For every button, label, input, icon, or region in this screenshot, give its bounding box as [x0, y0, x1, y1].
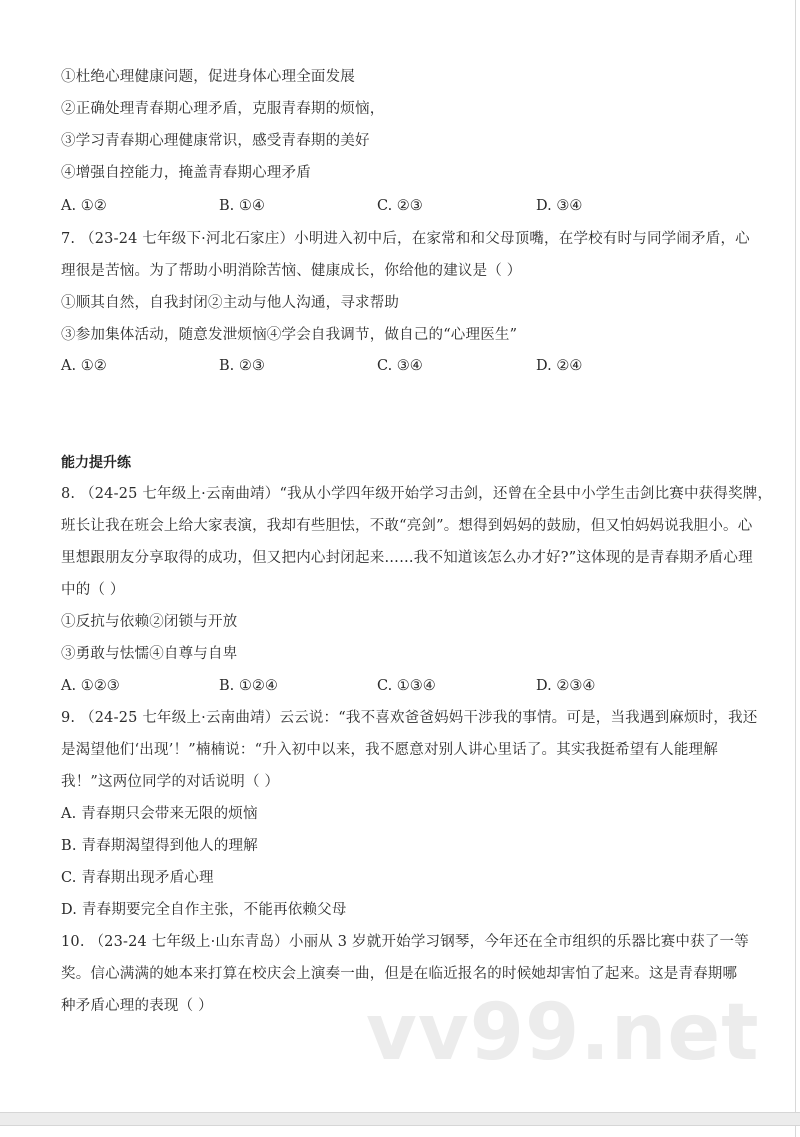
q9-option-a: A. 青春期只会带来无限的烦恼 — [61, 806, 258, 822]
next-page-top — [0, 1126, 796, 1137]
q8-stem-line-1: 8. （24-25 七年级上·云南曲靖）“我从小学四年级开始学习击剑，还曾在全县中小学生击剑比赛中获得奖牌， — [61, 486, 773, 502]
q6-statement-4: ④增强自控能力，掩盖青春期心理矛盾 — [61, 165, 311, 181]
q8-statement-line-2: ③勇敢与怯懦④自尊与自卑 — [61, 646, 238, 662]
q7-option-c: C. ③④ — [377, 358, 423, 374]
q6-option-a: A. ①② — [61, 198, 107, 214]
q9-stem-line-2: 是渴望他们‘出现’！”楠楠说：“升入初中以来，我不愿意对别人讲心里话了。其实我挺希望有人能理解 — [61, 742, 718, 758]
q10-stem-line-3: 种矛盾心理的表现（ ） — [61, 998, 213, 1014]
page-separator — [0, 1112, 800, 1126]
q8-stem-line-4: 中的（ ） — [61, 582, 125, 598]
q7-statement-line-2: ③参加集体活动，随意发泄烦恼④学会自我调节，做自己的“心理医生” — [61, 327, 518, 343]
q6-option-d: D. ③④ — [536, 198, 583, 214]
q6-option-c: C. ②③ — [377, 198, 423, 214]
q9-stem-line-3: 我！”这两位同学的对话说明（ ） — [61, 774, 280, 790]
q8-option-d: D. ②③④ — [536, 678, 596, 694]
q6-statement-1: ①杜绝心理健康问题，促进身体心理全面发展 — [61, 69, 355, 85]
q7-option-a: A. ①② — [61, 358, 107, 374]
section-title: 能力提升练 — [61, 455, 131, 471]
q7-option-b: B. ②③ — [219, 358, 265, 374]
q6-option-b: B. ①④ — [219, 198, 265, 214]
q6-statement-3: ③学习青春期心理健康常识，感受青春期的美好 — [61, 133, 370, 149]
q10-stem-line-1: 10. （23-24 七年级上·山东青岛）小丽从 3 岁就开始学习钢琴，今年还在全市组织的乐器比赛中获了一等 — [61, 934, 749, 950]
q9-option-b: B. 青春期渴望得到他人的理解 — [61, 838, 258, 854]
q9-option-c: C. 青春期出现矛盾心理 — [61, 870, 214, 886]
q8-option-c: C. ①③④ — [377, 678, 436, 694]
q8-stem-line-2: 班长让我在班会上给大家表演，我却有些胆怯，不敢“亮剑”。想得到妈妈的鼓励，但又怕妈妈说我胆小。心 — [61, 518, 753, 534]
q7-statement-line-1: ①顺其自然，自我封闭②主动与他人沟通，寻求帮助 — [61, 295, 400, 311]
q6-statement-2: ②正确处理青春期心理矛盾，克服青春期的烦恼， — [61, 101, 385, 117]
q9-stem-line-1: 9. （24-25 七年级上·云南曲靖）云云说：“我不喜欢爸爸妈妈干涉我的事情。可是，当我遇到麻烦时，我还 — [61, 710, 758, 726]
q10-stem-line-2: 奖。信心满满的她本来打算在校庆会上演奏一曲，但是在临近报名的时候她却害怕了起来。这是青春期哪 — [61, 966, 738, 982]
q7-option-d: D. ②④ — [536, 358, 583, 374]
q8-option-a: A. ①②③ — [61, 678, 120, 694]
q8-option-b: B. ①②④ — [219, 678, 278, 694]
q9-option-d: D. 青春期要完全自作主张，不能再依赖父母 — [61, 902, 347, 918]
q8-statement-line-1: ①反抗与依赖②闭锁与开放 — [61, 614, 238, 630]
q8-stem-line-3: 里想跟朋友分享取得的成功，但又把内心封闭起来……我不知道该怎么办才好?”这体现的是青春期矛盾心理 — [61, 550, 753, 566]
watermark: vv99.net — [366, 988, 760, 1078]
q7-stem-line-2: 理很是苦恼。为了帮助小明消除苦恼、健康成长，你给他的建议是（ ） — [61, 263, 522, 279]
q7-stem-line-1: 7. （23-24 七年级下·河北石家庄）小明进入初中后，在家常和和父母顶嘴，在学校有时与同学闹矛盾，心 — [61, 231, 750, 247]
